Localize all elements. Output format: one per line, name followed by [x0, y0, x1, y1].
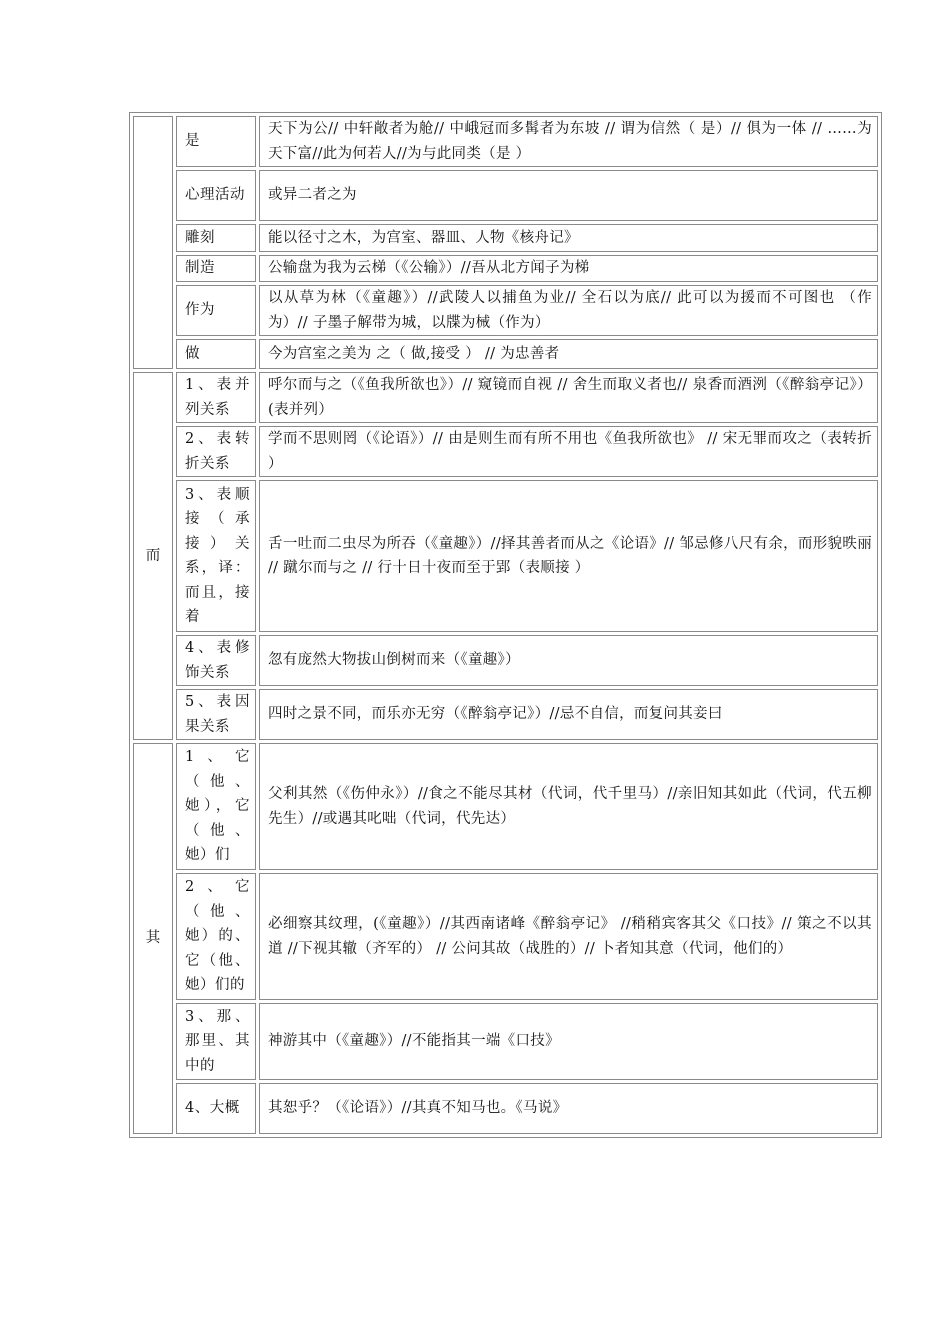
examples-cell: 舌一吐而二虫尽为所吞（《童趣》）//择其善者而从之《论语》// 邹忌修八尺有余，而形貌昳丽 // 蹴尔而与之 // 行十日十夜而至于郢（表顺接 ） [259, 480, 878, 632]
table-row [133, 1083, 878, 1134]
head-word-cell [133, 116, 173, 369]
sense-cell: 2、表转折关系 [176, 426, 256, 477]
examples-cell: 必细察其纹理，(《童趣》）//其西南诸峰《醉翁亭记》 //稍稍宾客其父《口技》// 策之不以其道 //下视其辙（齐军的） // 公问其故（战胜的）// 卜者知其意（代词，他们的） [259, 873, 878, 1000]
table-row [133, 689, 878, 740]
head-word-cell: 而 [133, 372, 173, 740]
table-row [133, 635, 878, 686]
table-row [133, 170, 878, 221]
sense-cell: 2、它（他、她）的、它（他、她）们的 [176, 873, 256, 1000]
examples-cell: 呼尔而与之（《鱼我所欲也》）// 窥镜而自视 // 舍生而取义者也// 泉香而酒洌（《醉翁亭记》）(表并列） [259, 372, 878, 423]
table-row [133, 426, 878, 477]
examples-cell: 以从草为林（《童趣》）//武陵人以捕鱼为业// 全石以为底// 此可以为援而不可图也 （作为）// 子墨子解带为城，以牒为械（作为） [259, 285, 878, 336]
table-row [133, 285, 878, 336]
sense-cell: 1、它（他、她），它（他、她）们 [176, 743, 256, 870]
examples-cell: 忽有庞然大物拔山倒树而来（《童趣》） [259, 635, 878, 686]
examples-cell: 今为宫室之美为 之（ 做,接受 ） // 为忠善者 [259, 339, 878, 369]
examples-cell: 其恕乎？（《论语》）//其真不知马也。《马说》 [259, 1083, 878, 1134]
examples-cell: 公输盘为我为云梯（《公输》）//吾从北方闻子为梯 [259, 255, 878, 282]
head-word-cell: 其 [133, 743, 173, 1134]
table-row [133, 873, 878, 1000]
sense-cell: 4、大概 [176, 1083, 256, 1134]
examples-cell: 神游其中（《童趣》）//不能指其一端《口技》 [259, 1003, 878, 1080]
examples-cell: 父利其然（《伤仲永》）//食之不能尽其材（代词，代千里马）//亲旧知其如此（代词，代五柳先生）//或遇其叱咄（代词，代先达） [259, 743, 878, 870]
table-row [133, 480, 878, 632]
examples-cell: 四时之景不同，而乐亦无穷（《醉翁亭记》）//忌不自信，而复问其妾曰 [259, 689, 878, 740]
examples-cell: 天下为公// 中轩敞者为舱// 中峨冠而多髯者为东坡 // 谓为信然（ 是）// 俱为一体 // ……为天下富//此为何若人//为与此同类（是 ） [259, 116, 878, 167]
examples-cell: 能以径寸之木，为宫室、器皿、人物《核舟记》 [259, 224, 878, 252]
table-row [133, 372, 878, 423]
table-row [133, 743, 878, 870]
table-row [133, 1003, 878, 1080]
table-row [133, 255, 878, 282]
examples-cell: 或异二者之为 [259, 170, 878, 221]
sense-cell: 作为 [176, 285, 256, 336]
table-row [133, 339, 878, 369]
sense-cell: 3、那、那里、其中的 [176, 1003, 256, 1080]
table-row [133, 116, 878, 167]
sense-cell: 做 [176, 339, 256, 369]
sense-cell: 雕刻 [176, 224, 256, 252]
sense-cell: 制造 [176, 255, 256, 282]
sense-cell: 5、表因果关系 [176, 689, 256, 740]
table-row [133, 224, 878, 252]
sense-cell: 3、表顺接（承接）关系，译：而且，接着 [176, 480, 256, 632]
examples-cell: 学而不思则罔（《论语》）// 由是则生而有所不用也《鱼我所欲也》 // 宋无罪而攻之（表转折 ） [259, 426, 878, 477]
sense-cell: 是 [176, 116, 256, 167]
sense-cell: 心理活动 [176, 170, 256, 221]
word-usage-table [129, 112, 882, 1138]
sense-cell: 1、表并列关系 [176, 372, 256, 423]
sense-cell: 4、表修饰关系 [176, 635, 256, 686]
